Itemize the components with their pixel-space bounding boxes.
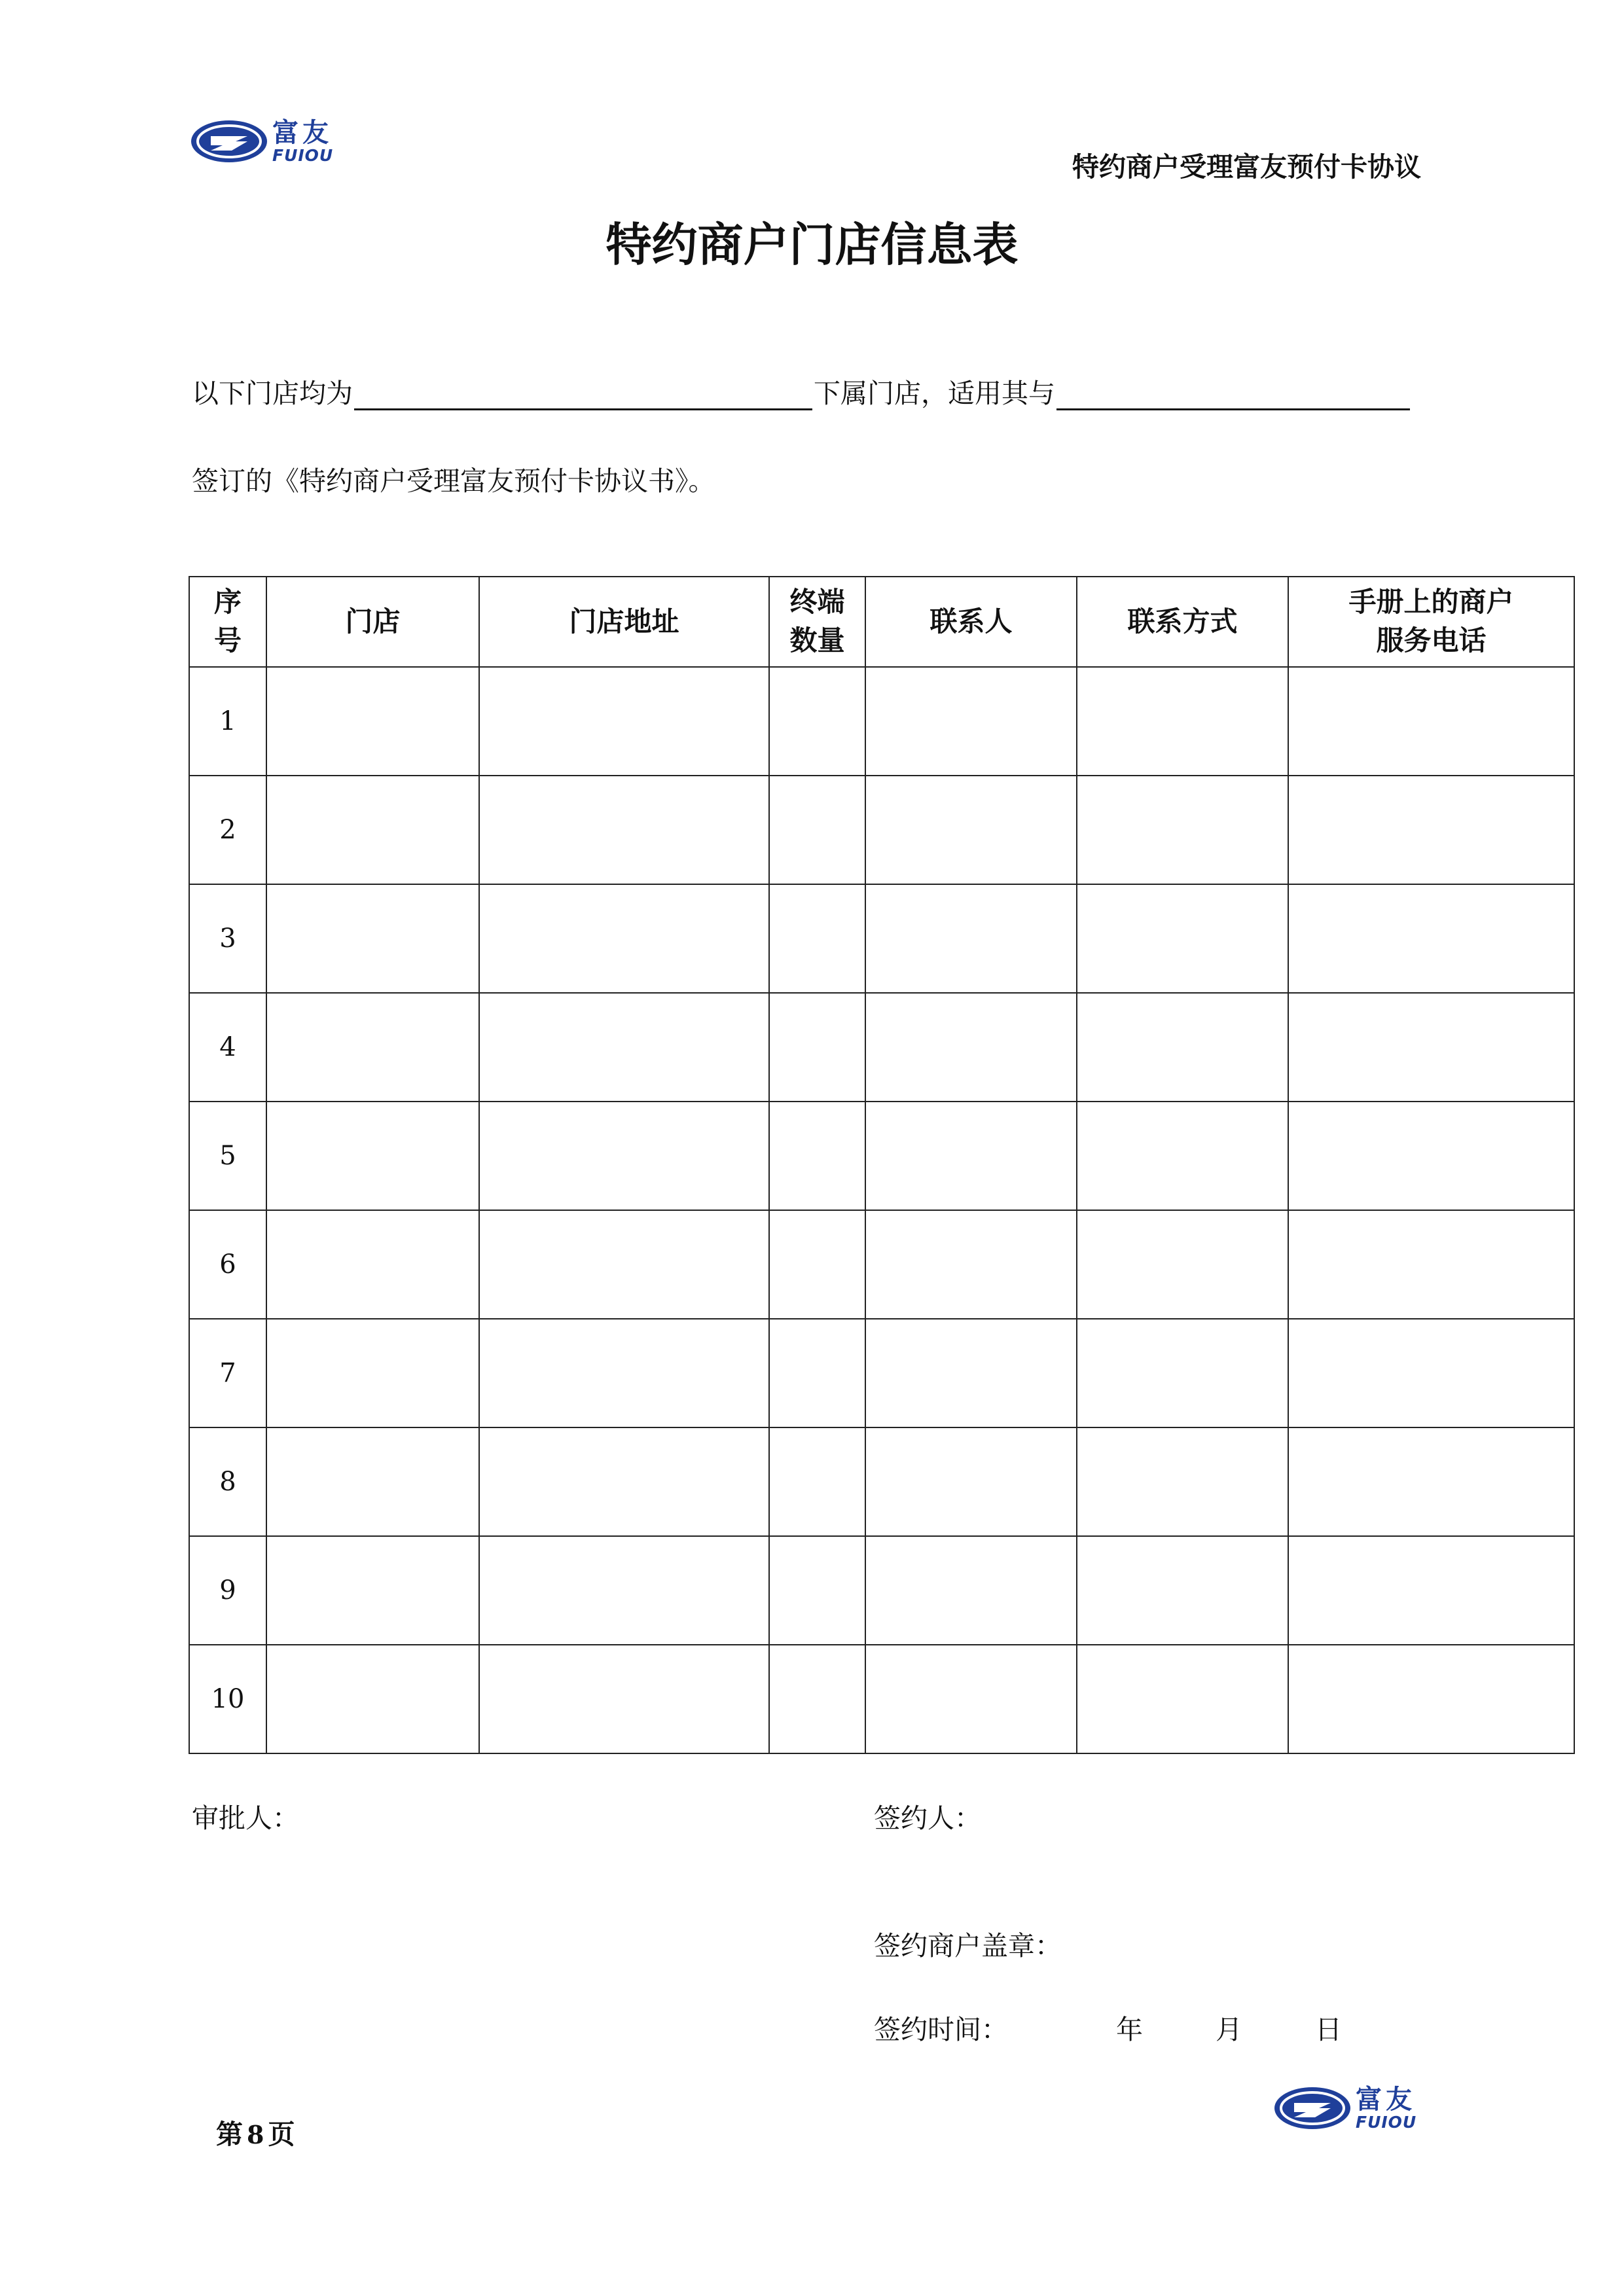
header-title: 特约商户受理富友预付卡协议 xyxy=(1072,151,1421,183)
terminal-count-cell[interactable] xyxy=(769,1536,865,1645)
address-cell[interactable] xyxy=(479,1645,769,1753)
contact-method-cell[interactable] xyxy=(1077,776,1288,884)
service-phone-cell[interactable] xyxy=(1288,1645,1574,1753)
contact-person-cell[interactable] xyxy=(865,1319,1077,1427)
table-row xyxy=(189,884,1574,993)
logo-cn-text: 富友 xyxy=(1356,2084,1416,2115)
service-phone-cell[interactable] xyxy=(1288,1427,1574,1536)
table-row xyxy=(189,776,1574,884)
fuiou-logo-icon xyxy=(190,117,268,166)
store-cell[interactable] xyxy=(266,1102,479,1210)
contact-person-cell[interactable] xyxy=(865,884,1077,993)
address-cell[interactable] xyxy=(479,1427,769,1536)
header-contact-person: 联系人 xyxy=(865,577,1077,667)
contact-method-cell[interactable] xyxy=(1077,1536,1288,1645)
contact-person-cell[interactable] xyxy=(865,1645,1077,1753)
contact-method-cell[interactable] xyxy=(1077,1427,1288,1536)
header-store-address: 门店地址 xyxy=(479,577,769,667)
contact-person-cell[interactable] xyxy=(865,1102,1077,1210)
service-phone-cell[interactable] xyxy=(1288,1319,1574,1427)
terminal-count-cell[interactable] xyxy=(769,1210,865,1319)
store-cell[interactable] xyxy=(266,1319,479,1427)
store-cell[interactable] xyxy=(266,1210,479,1319)
contact-person-cell[interactable] xyxy=(865,1536,1077,1645)
address-cell[interactable] xyxy=(479,1319,769,1427)
address-cell[interactable] xyxy=(479,884,769,993)
store-cell[interactable] xyxy=(266,993,479,1102)
row-index: 1 xyxy=(189,667,266,776)
address-cell[interactable] xyxy=(479,667,769,776)
sign-time-row xyxy=(874,2008,1415,2047)
logo-en-text: FUIOU xyxy=(272,145,334,165)
intro-text-1: 以下门店均为 xyxy=(192,378,353,409)
table-header-row xyxy=(189,577,1574,667)
row-index: 9 xyxy=(189,1536,266,1645)
terminal-count-cell[interactable] xyxy=(769,1319,865,1427)
store-cell[interactable] xyxy=(266,667,479,776)
terminal-count-cell[interactable] xyxy=(769,776,865,884)
intro-line-2: 签订的《特约商户受理富友预付卡协议书》。 xyxy=(192,465,715,497)
address-cell[interactable] xyxy=(479,1102,769,1210)
address-cell[interactable] xyxy=(479,1536,769,1645)
table-row xyxy=(189,1102,1574,1210)
table-row xyxy=(189,993,1574,1102)
terminal-count-cell[interactable] xyxy=(769,667,865,776)
document-title: 特约商户门店信息表 xyxy=(605,218,1019,272)
sign-time-label: 签约时间： xyxy=(874,2014,1008,2045)
header-service-phone: 手册上的商户 服务电话 xyxy=(1288,577,1574,667)
contact-method-cell[interactable] xyxy=(1077,1319,1288,1427)
footer-logo xyxy=(1273,2083,1416,2133)
store-cell[interactable] xyxy=(266,776,479,884)
contact-person-cell[interactable] xyxy=(865,993,1077,1102)
service-phone-cell[interactable] xyxy=(1288,776,1574,884)
signer-label: 签约人： xyxy=(874,1803,981,1834)
table-row xyxy=(189,1645,1574,1753)
row-index: 5 xyxy=(189,1102,266,1210)
contact-person-cell[interactable] xyxy=(865,1427,1077,1536)
page-number: 第 8 页 xyxy=(216,2119,295,2150)
row-index: 4 xyxy=(189,993,266,1102)
store-cell[interactable] xyxy=(266,1536,479,1645)
row-index: 3 xyxy=(189,884,266,993)
service-phone-cell[interactable] xyxy=(1288,1536,1574,1645)
logo-en-text: FUIOU xyxy=(1356,2112,1417,2132)
merchant-name-blank[interactable] xyxy=(354,380,812,410)
row-index: 2 xyxy=(189,776,266,884)
approver-label: 审批人： xyxy=(192,1803,299,1834)
party-name-blank[interactable] xyxy=(1056,380,1410,410)
row-index: 8 xyxy=(189,1427,266,1536)
contact-person-cell[interactable] xyxy=(865,1210,1077,1319)
terminal-count-cell[interactable] xyxy=(769,993,865,1102)
row-index: 10 xyxy=(189,1645,266,1753)
table-row xyxy=(189,1536,1574,1645)
address-cell[interactable] xyxy=(479,776,769,884)
service-phone-cell[interactable] xyxy=(1288,884,1574,993)
header-terminal-count: 终端 数量 xyxy=(769,577,865,667)
terminal-count-cell[interactable] xyxy=(769,1102,865,1210)
company-logo xyxy=(190,117,333,166)
store-info-table xyxy=(189,576,1575,1754)
address-cell[interactable] xyxy=(479,1210,769,1319)
table-row xyxy=(189,667,1574,776)
logo-cn-text: 富友 xyxy=(272,117,333,148)
store-cell[interactable] xyxy=(266,884,479,993)
header-store: 门店 xyxy=(266,577,479,667)
service-phone-cell[interactable] xyxy=(1288,993,1574,1102)
row-index: 6 xyxy=(189,1210,266,1319)
store-cell[interactable] xyxy=(266,1427,479,1536)
contact-method-cell[interactable] xyxy=(1077,1645,1288,1753)
header-index: 序 号 xyxy=(189,577,266,667)
service-phone-cell[interactable] xyxy=(1288,1210,1574,1319)
table-row xyxy=(189,1210,1574,1319)
intro-line-1 xyxy=(192,372,1411,410)
address-cell[interactable] xyxy=(479,993,769,1102)
contact-method-cell[interactable] xyxy=(1077,1102,1288,1210)
contact-person-cell[interactable] xyxy=(865,776,1077,884)
row-index: 7 xyxy=(189,1319,266,1427)
month-label: 月 xyxy=(1216,2014,1242,2045)
year-label: 年 xyxy=(1116,2014,1143,2045)
header-contact-method: 联系方式 xyxy=(1077,577,1288,667)
contact-method-cell[interactable] xyxy=(1077,1210,1288,1319)
service-phone-cell[interactable] xyxy=(1288,1102,1574,1210)
intro-text-2: 下属门店，适用其与 xyxy=(814,378,1055,409)
store-cell[interactable] xyxy=(266,1645,479,1753)
contact-method-cell[interactable] xyxy=(1077,667,1288,776)
table-row xyxy=(189,1427,1574,1536)
table-row xyxy=(189,1319,1574,1427)
terminal-count-cell[interactable] xyxy=(769,1427,865,1536)
terminal-count-cell[interactable] xyxy=(769,1645,865,1753)
merchant-seal-label: 签约商户盖章： xyxy=(874,1930,1062,1962)
contact-method-cell[interactable] xyxy=(1077,993,1288,1102)
day-label: 日 xyxy=(1315,2014,1342,2045)
terminal-count-cell[interactable] xyxy=(769,884,865,993)
contact-person-cell[interactable] xyxy=(865,667,1077,776)
service-phone-cell[interactable] xyxy=(1288,667,1574,776)
contact-method-cell[interactable] xyxy=(1077,884,1288,993)
fuiou-logo-icon xyxy=(1273,2083,1352,2133)
